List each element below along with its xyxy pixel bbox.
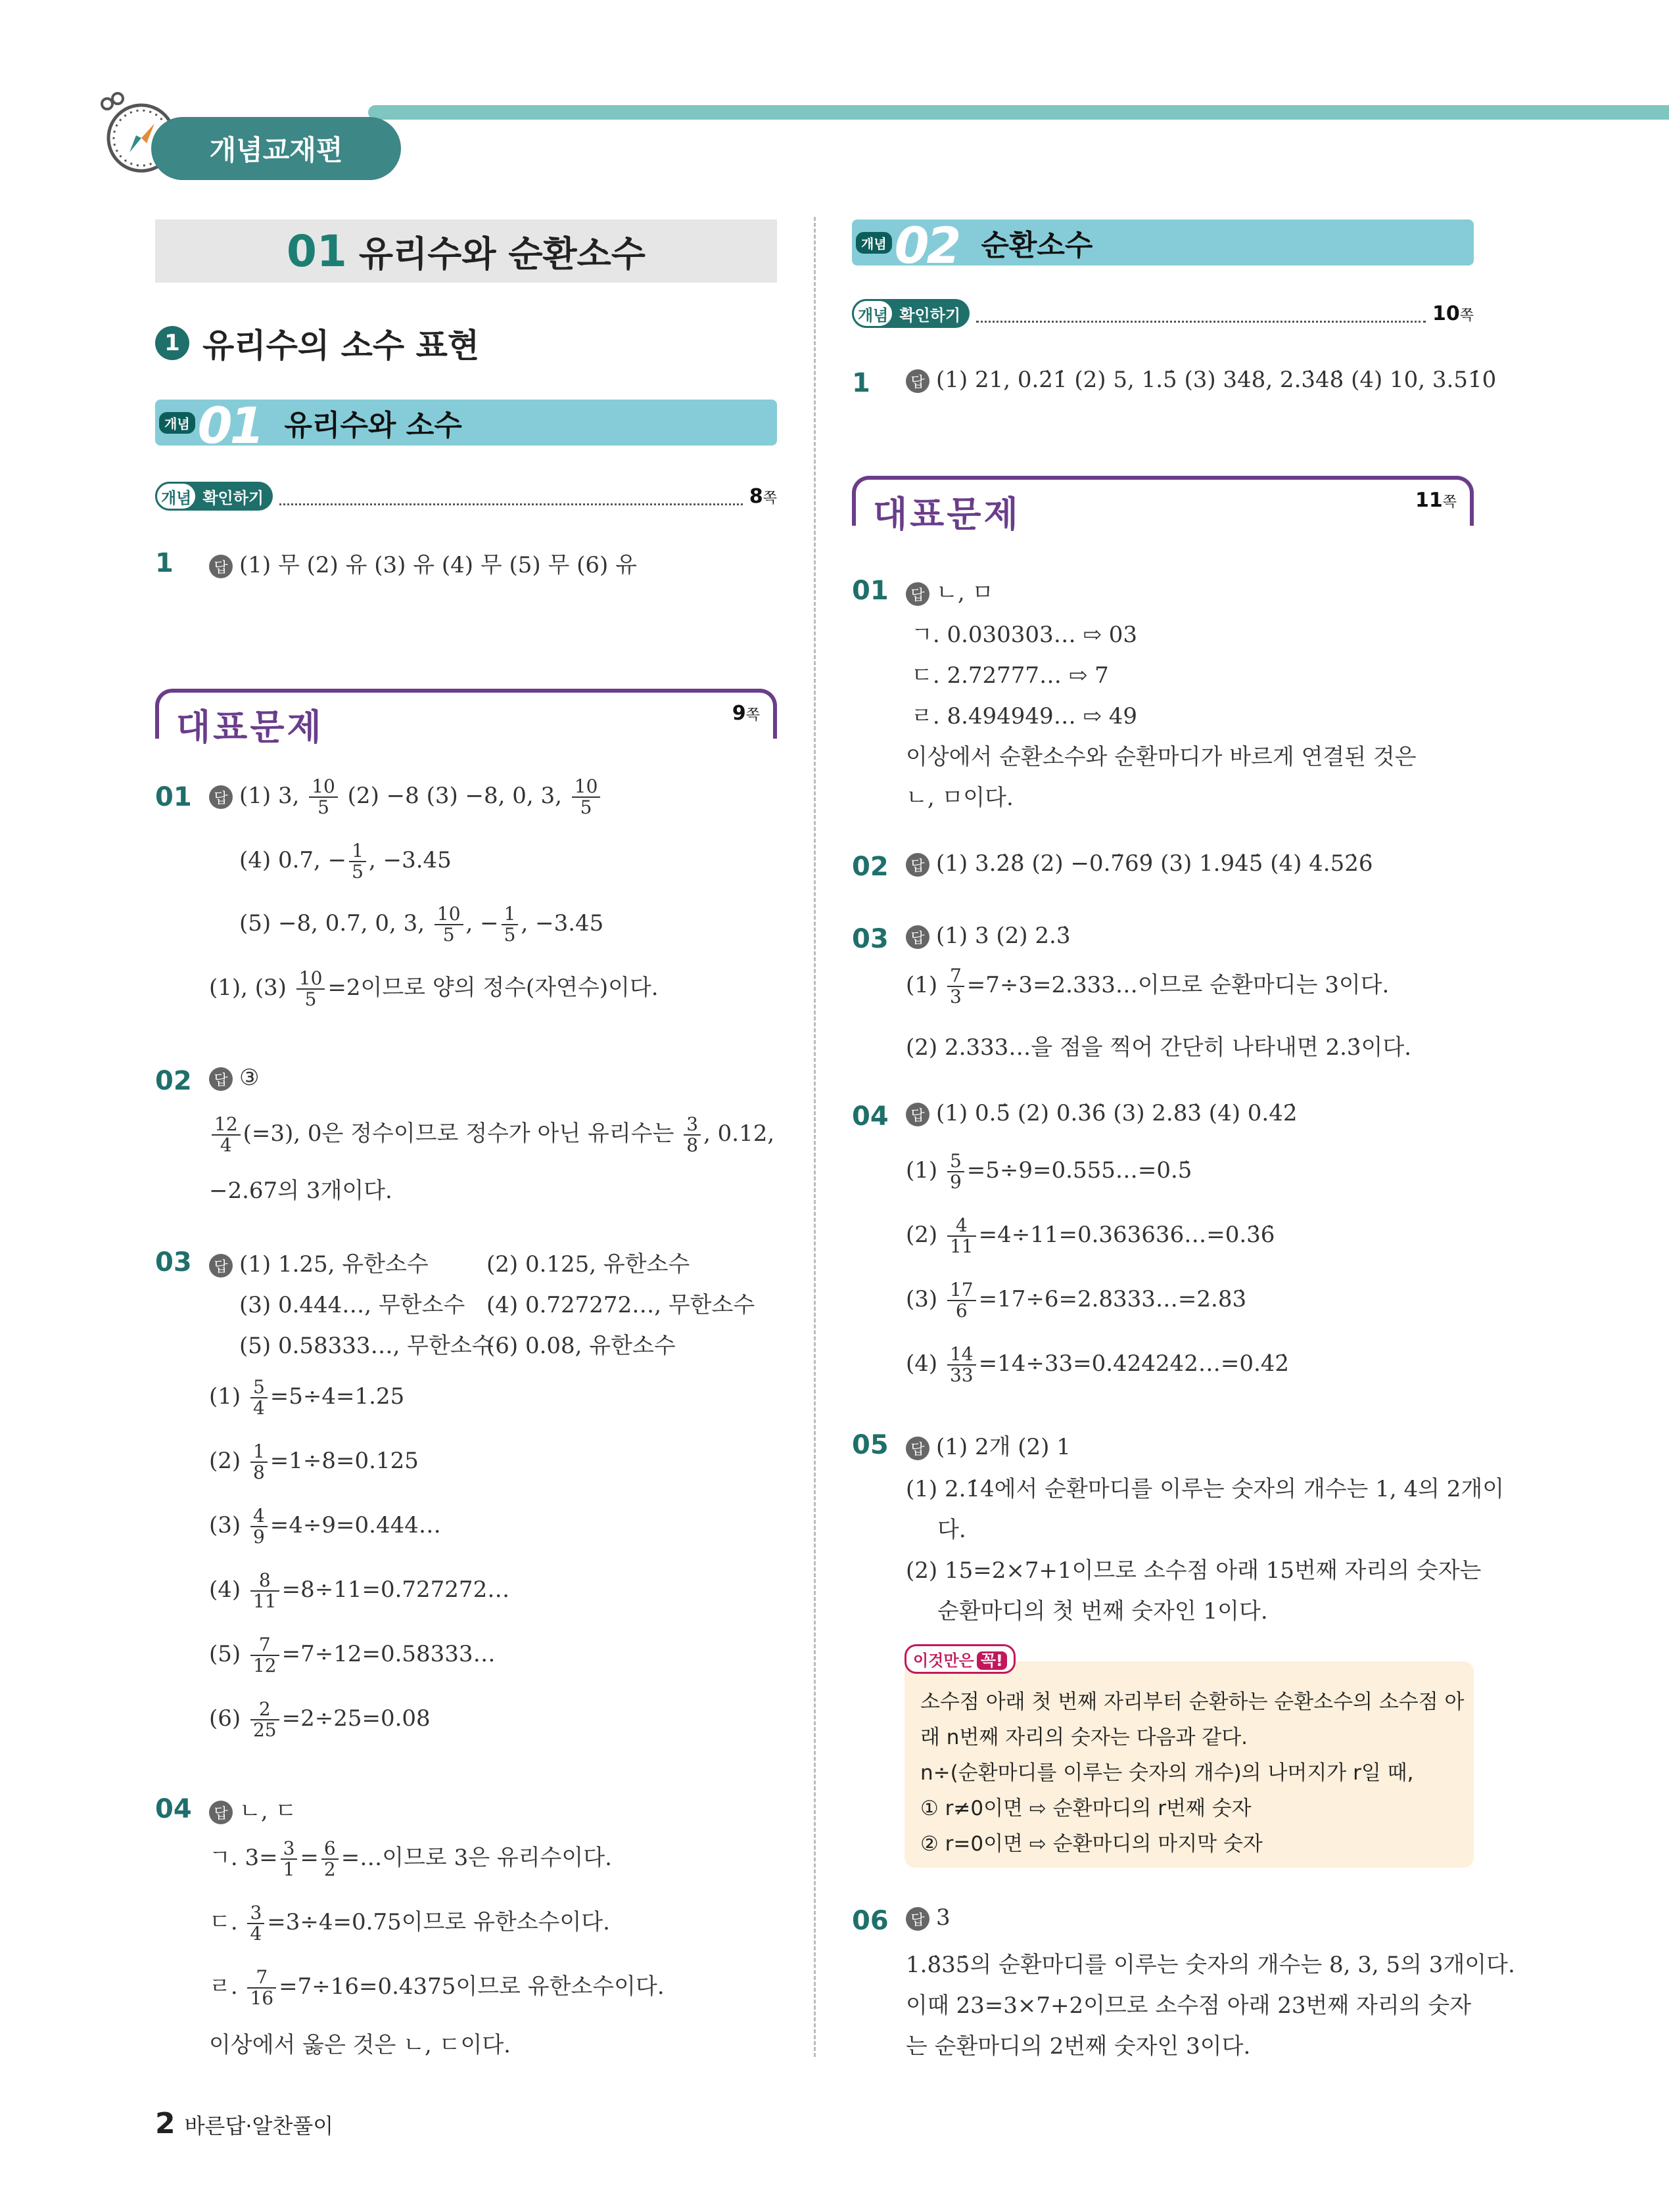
confirm-tag: 개념 <box>852 299 894 328</box>
explanation-line: (2) 2.333…을 점을 찍어 간단히 나타내면 2.3̇이다. <box>906 1034 1412 1061</box>
explanation-line <box>906 966 1389 1007</box>
explanation-line: 이상에서 옳은 것은 ㄴ, ㄷ이다. <box>209 2032 511 2058</box>
fraction <box>502 904 519 945</box>
text: (1) <box>209 1383 248 1410</box>
fraction <box>250 1506 268 1547</box>
page-unit: 쪽 <box>1459 307 1474 324</box>
explanation-line <box>209 1968 665 2008</box>
answer-text: (2) 0.125, 유한소수 <box>486 1251 690 1278</box>
fraction <box>247 1903 264 1944</box>
denominator: 5 <box>442 924 455 946</box>
numerator: 10 <box>435 904 463 925</box>
rep-page-num: 11 <box>1415 489 1443 512</box>
header-bar <box>368 105 1669 120</box>
text: (4) <box>906 1350 945 1377</box>
confirm-page <box>1432 302 1474 325</box>
text: (1) <box>906 972 945 998</box>
numerator: 5 <box>250 1377 268 1398</box>
numerator: 7 <box>247 1968 276 1989</box>
explanation-line: 이때 23=3×7+2이므로 소수점 아래 23번째 자리의 숫자 <box>906 1993 1472 2019</box>
answer-text: (1) 2개 (2) 1 <box>936 1434 1071 1460</box>
problem-number: 03 <box>155 1247 192 1278</box>
problem-number: 02 <box>852 852 889 882</box>
explanation-line <box>209 1442 419 1483</box>
denominator: 33 <box>949 1364 974 1386</box>
answer-text: (6) 0.08, 유한소수 <box>486 1333 676 1359</box>
explanation-line <box>209 1506 441 1547</box>
numerator: 3 <box>247 1903 264 1924</box>
confirm-text: 확인하기 <box>202 488 264 507</box>
tip-label <box>905 1644 1016 1674</box>
problem-number: 1 <box>852 368 870 398</box>
answer-text: (1) 3 (2) 2.3̇ <box>936 923 1071 949</box>
numerator: 7 <box>947 966 964 987</box>
text: =14÷33=0.424242…=0.4̇2̇ <box>978 1350 1290 1377</box>
problem-number: 1 <box>155 548 174 578</box>
tip-key-badge: 꼭! <box>977 1651 1007 1670</box>
explanation-line <box>906 1280 1246 1321</box>
answer-text: (1) 0.5̇ (2) 0.3̇6̇ (3) 2.83̇ (4) 0.4̇2̇ <box>936 1100 1298 1126</box>
fraction <box>947 1216 976 1256</box>
denominator: 5 <box>352 861 364 883</box>
footer-title: 바른답·알찬풀이 <box>184 2113 334 2138</box>
fraction <box>349 841 366 882</box>
answer-text: (3) 0.444…, 무한소수 <box>239 1292 465 1318</box>
confirm-row-right <box>852 297 1474 330</box>
rep-title: 대표문제 <box>176 706 324 748</box>
problem-number: 04 <box>155 1794 192 1824</box>
denominator: 5 <box>504 924 516 946</box>
answer-icon: 답 <box>209 785 233 809</box>
fraction <box>947 966 964 1007</box>
page-unit: 쪽 <box>745 707 760 724</box>
fraction <box>250 1699 279 1740</box>
tip-line: ① r≠0이면 ⇨ 순환마디의 r번째 숫자 <box>920 1797 1252 1820</box>
numerator: 6 <box>321 1839 339 1860</box>
text: =1÷8=0.125 <box>270 1448 419 1474</box>
explanation-line: (1) 2.1̇4̇에서 순환마디를 이루는 숫자의 개수는 1, 4의 2개이 <box>906 1476 1505 1502</box>
explanation-line <box>209 1377 404 1418</box>
answer-icon: 답 <box>906 853 929 877</box>
subsection-heading <box>155 319 479 367</box>
problem-number: 03 <box>852 924 889 954</box>
answer-text: ③ <box>239 1065 260 1091</box>
denominator: 9 <box>252 1526 265 1548</box>
section-title <box>155 219 777 283</box>
concept-bar-02 <box>852 216 1474 275</box>
answer-line <box>906 367 1496 393</box>
text: =7÷3=2.333…이므로 순환마디는 3이다. <box>966 972 1390 998</box>
text: (3) <box>906 1286 945 1312</box>
text: =4÷11=0.363636…=0.3̇6̇ <box>978 1222 1275 1248</box>
answer-icon: 답 <box>906 369 929 393</box>
concept-tag: 개념 <box>856 232 892 254</box>
answer-line <box>209 777 603 818</box>
answer-line <box>239 904 603 945</box>
page-unit: 쪽 <box>763 490 777 507</box>
answer-text: ㄴ, ㄷ <box>239 1798 297 1824</box>
tip-line: ② r=0이면 ⇨ 순환마디의 마지막 숫자 <box>920 1832 1263 1856</box>
page-footer <box>155 2107 333 2140</box>
answer-line <box>906 1429 1071 1461</box>
tip-line: n÷(순환마디를 이루는 숫자의 개수)의 나머지가 r일 때, <box>920 1761 1414 1785</box>
problem-number: 05 <box>852 1430 889 1460</box>
concept-bar-01 <box>155 396 777 455</box>
text: (1) <box>906 1157 945 1184</box>
problem-number: 06 <box>852 1906 889 1936</box>
denominator: 4 <box>250 1923 262 1945</box>
tip-line: 래 n번째 자리의 숫자는 다음과 같다. <box>920 1726 1248 1749</box>
numerator: 3 <box>281 1839 298 1860</box>
text: (2) <box>209 1448 248 1474</box>
answer-text: (1) 무 (2) 유 (3) 유 (4) 무 (5) 무 (6) 유 <box>239 552 637 578</box>
numerator: 1 <box>349 841 366 862</box>
problem-number: 04 <box>852 1101 889 1132</box>
denominator: 4 <box>220 1134 232 1156</box>
problem-number: 01 <box>852 576 889 606</box>
rep-page-num: 9 <box>732 702 746 725</box>
fraction <box>212 1115 241 1155</box>
answer-line <box>209 547 637 579</box>
denominator: 5 <box>317 796 329 818</box>
answer-text: 3 <box>936 1904 951 1931</box>
page-unit: 쪽 <box>1442 494 1457 511</box>
text: =17÷6=2.8333…=2.83̇ <box>978 1286 1247 1312</box>
dotted-leader <box>279 487 743 505</box>
page-number: 2 <box>155 2107 176 2140</box>
fraction <box>250 1442 268 1483</box>
fraction <box>684 1115 701 1155</box>
answer-line <box>906 923 1070 949</box>
denominator: 5 <box>304 988 317 1010</box>
answer-line <box>906 1904 951 1931</box>
answer-text: ㄴ, ㅁ <box>936 580 994 606</box>
explanation-line <box>209 1839 612 1879</box>
fraction <box>435 904 463 945</box>
concept-number: 01 <box>197 396 262 455</box>
explanation-line <box>906 1345 1289 1385</box>
denominator: 16 <box>250 1987 274 2009</box>
fraction <box>947 1151 964 1192</box>
explanation-line: ㄱ. 0.030303… ⇨ 03 <box>911 622 1138 648</box>
numerator: 14 <box>947 1345 976 1366</box>
text: =5÷9=0.555…=0.5̇ <box>966 1157 1192 1184</box>
numerator: 10 <box>296 969 325 990</box>
explanation-line <box>906 1151 1192 1192</box>
explanation-line: 이상에서 순환소수와 순환마디가 바르게 연결된 것은 <box>906 744 1417 770</box>
text: (=3), 0은 정수이므로 정수가 아닌 유리수는 <box>243 1120 682 1147</box>
explanation-line <box>209 1115 774 1155</box>
answer-icon: 답 <box>906 1437 929 1460</box>
numerator: 17 <box>947 1280 976 1301</box>
answer-icon: 답 <box>209 1801 233 1824</box>
answer-line <box>209 1793 296 1825</box>
numerator: 1 <box>250 1442 268 1463</box>
denominator: 5 <box>580 796 592 818</box>
denominator: 25 <box>252 1719 277 1741</box>
text: =7÷16=0.4375이므로 유한소수이다. <box>279 1973 665 2000</box>
text: , −3.45 <box>521 910 604 936</box>
text: =…이므로 3은 유리수이다. <box>341 1845 612 1871</box>
text: (2) −8 (3) −8, 0, 3, <box>340 783 569 809</box>
explanation-line: 는 순환마디의 2번째 숫자인 3이다. <box>906 2033 1251 2060</box>
text: , − <box>465 910 499 936</box>
text: =2이므로 양의 정수(자연수)이다. <box>327 975 659 1001</box>
tip-line: 소수점 아래 첫 번째 자리부터 순환하는 순환소수의 소수점 아 <box>920 1690 1465 1714</box>
rep-page <box>1415 489 1457 512</box>
problem-number: 01 <box>155 782 192 812</box>
confirm-page <box>749 485 777 508</box>
header-badge: 개념교재편 <box>151 117 401 180</box>
text: (4) <box>209 1577 248 1603</box>
text: =2÷25=0.08 <box>281 1705 431 1732</box>
fraction <box>572 777 601 818</box>
concept-title: 순환소수 <box>981 229 1093 262</box>
rep-title: 대표문제 <box>873 494 1021 535</box>
numerator: 12 <box>212 1115 241 1136</box>
denominator: 11 <box>252 1590 277 1612</box>
explanation-line: ㄷ. 2.72777… ⇨ 7 <box>911 662 1109 689</box>
answer-line <box>209 1246 429 1278</box>
answer-line <box>906 1100 1297 1126</box>
answer-icon: 답 <box>906 582 929 606</box>
denominator: 8 <box>686 1134 699 1156</box>
numerator: 3 <box>684 1115 701 1136</box>
confirm-label <box>155 482 273 511</box>
explanation-line <box>209 1635 496 1676</box>
section-number: 01 <box>287 225 347 277</box>
text: ㄹ. <box>209 1973 245 2000</box>
explanation-line: 1.8̇35̇의 순환마디를 이루는 숫자의 개수는 8, 3, 5의 3개이다. <box>906 1952 1515 1978</box>
fraction <box>947 1280 976 1321</box>
numerator: 10 <box>572 777 601 798</box>
fraction <box>250 1571 279 1611</box>
answer-icon: 답 <box>209 555 233 578</box>
confirm-text: 확인하기 <box>899 306 961 325</box>
explanation-line: ㄹ. 8.494949… ⇨ 49 <box>911 703 1138 729</box>
denominator: 3 <box>949 986 962 1007</box>
text: (1) 3, <box>239 783 307 809</box>
numerator: 1 <box>502 904 519 925</box>
answer-icon: 답 <box>209 1254 233 1278</box>
section-title-text: 유리수와 순환소수 <box>358 233 646 275</box>
fraction <box>309 777 338 818</box>
text: =5÷4=1.25 <box>270 1383 405 1410</box>
denominator: 11 <box>949 1235 974 1257</box>
concept-number: 02 <box>894 216 959 275</box>
answer-line <box>209 1065 259 1091</box>
dotted-leader <box>976 304 1426 323</box>
explanation-line <box>906 1216 1275 1256</box>
text: (1), (3) <box>209 975 294 1001</box>
subsection-number: 1 <box>155 326 189 360</box>
fraction <box>247 1968 276 2008</box>
fraction <box>250 1635 279 1676</box>
problem-number: 02 <box>155 1066 192 1096</box>
text: (6) <box>209 1705 248 1732</box>
text: (5) −8, 0.7, 0, 3, <box>239 910 432 936</box>
text: =8÷11=0.727272… <box>281 1577 510 1603</box>
explanation-line <box>209 1699 431 1740</box>
explanation-line: ㄴ, ㅁ이다. <box>906 785 1014 811</box>
numerator: 4 <box>250 1506 268 1527</box>
text: (5) <box>209 1641 248 1667</box>
denominator: 4 <box>252 1397 265 1419</box>
confirm-label <box>852 299 970 328</box>
column-divider <box>814 217 816 2057</box>
answer-line <box>906 574 993 607</box>
explanation-line: −2.67의 3개이다. <box>209 1178 392 1204</box>
explanation-line <box>209 1903 610 1944</box>
confirm-page-num: 10 <box>1432 302 1460 325</box>
denominator: 1 <box>283 1858 295 1880</box>
numerator: 8 <box>250 1571 279 1592</box>
text: =3÷4=0.75이므로 유한소수이다. <box>267 1909 610 1935</box>
numerator: 7 <box>250 1635 279 1656</box>
text: (2) <box>906 1222 945 1248</box>
answer-icon: 답 <box>906 925 929 949</box>
concept-title: 유리수와 소수 <box>284 409 462 442</box>
numerator: 10 <box>309 777 338 798</box>
answer-text: (1) 3.2̇8̇ (2) −0.7̇69̇ (3) 1.94̇5̇ (4) 4.52̇6̇ <box>936 850 1373 877</box>
answer-icon: 답 <box>906 1103 929 1126</box>
explanation-line <box>209 1571 509 1611</box>
answer-line <box>239 841 452 882</box>
text: =7÷12=0.58333… <box>281 1641 496 1667</box>
answer-text: (1) 1.25, 유한소수 <box>239 1251 429 1278</box>
denominator: 8 <box>252 1462 265 1483</box>
fraction <box>296 969 325 1009</box>
rep-problem-frame-right <box>852 476 1474 535</box>
explanation-line: 다. <box>937 1517 966 1543</box>
fraction <box>947 1345 976 1385</box>
text: , −3.45 <box>368 847 452 873</box>
rep-problem-frame-left <box>155 689 777 748</box>
text: ㄷ. <box>209 1909 245 1935</box>
explanation-line <box>209 969 659 1009</box>
answer-icon: 답 <box>906 1907 929 1931</box>
confirm-tag: 개념 <box>155 482 197 511</box>
answer-line <box>906 850 1373 877</box>
text: =4÷9=0.444… <box>270 1512 441 1538</box>
explanation-line: 순환마디의 첫 번째 숫자인 1이다. <box>937 1598 1268 1624</box>
subsection-title: 유리수의 소수 표현 <box>202 327 480 365</box>
text: ㄱ. 3= <box>209 1845 278 1871</box>
numerator: 4 <box>947 1216 976 1237</box>
tip-label-text: 이것만은 <box>913 1651 974 1670</box>
fraction <box>321 1839 339 1879</box>
confirm-row-left <box>155 480 777 513</box>
answer-text: (4) 0.727272…, 무한소수 <box>486 1292 755 1318</box>
denominator: 6 <box>955 1300 968 1322</box>
answer-text: (5) 0.58333…, 무한소수 <box>239 1333 494 1359</box>
denominator: 2 <box>323 1858 336 1880</box>
denominator: 12 <box>252 1655 277 1676</box>
text: (4) 0.7, − <box>239 847 347 873</box>
text: = <box>300 1845 319 1871</box>
answer-icon: 답 <box>209 1067 233 1091</box>
explanation-line: (2) 15=2×7+1이므로 소수점 아래 15번째 자리의 숫자는 <box>906 1557 1482 1584</box>
fraction <box>250 1377 268 1418</box>
text: (3) <box>209 1512 248 1538</box>
denominator: 9 <box>949 1171 962 1193</box>
rep-page <box>732 702 760 725</box>
numerator: 5 <box>947 1151 964 1172</box>
text: , 0.12, <box>703 1120 775 1147</box>
numerator: 2 <box>250 1699 279 1720</box>
answer-text: (1) 21, 0.2̇1̇ (2) 5, 1.5̇ (3) 348, 2.3̇48̇ (4) 10, 3.51̇0̇ <box>936 367 1497 393</box>
concept-tag: 개념 <box>159 412 195 434</box>
fraction <box>281 1839 298 1879</box>
confirm-page-num: 8 <box>749 484 763 508</box>
